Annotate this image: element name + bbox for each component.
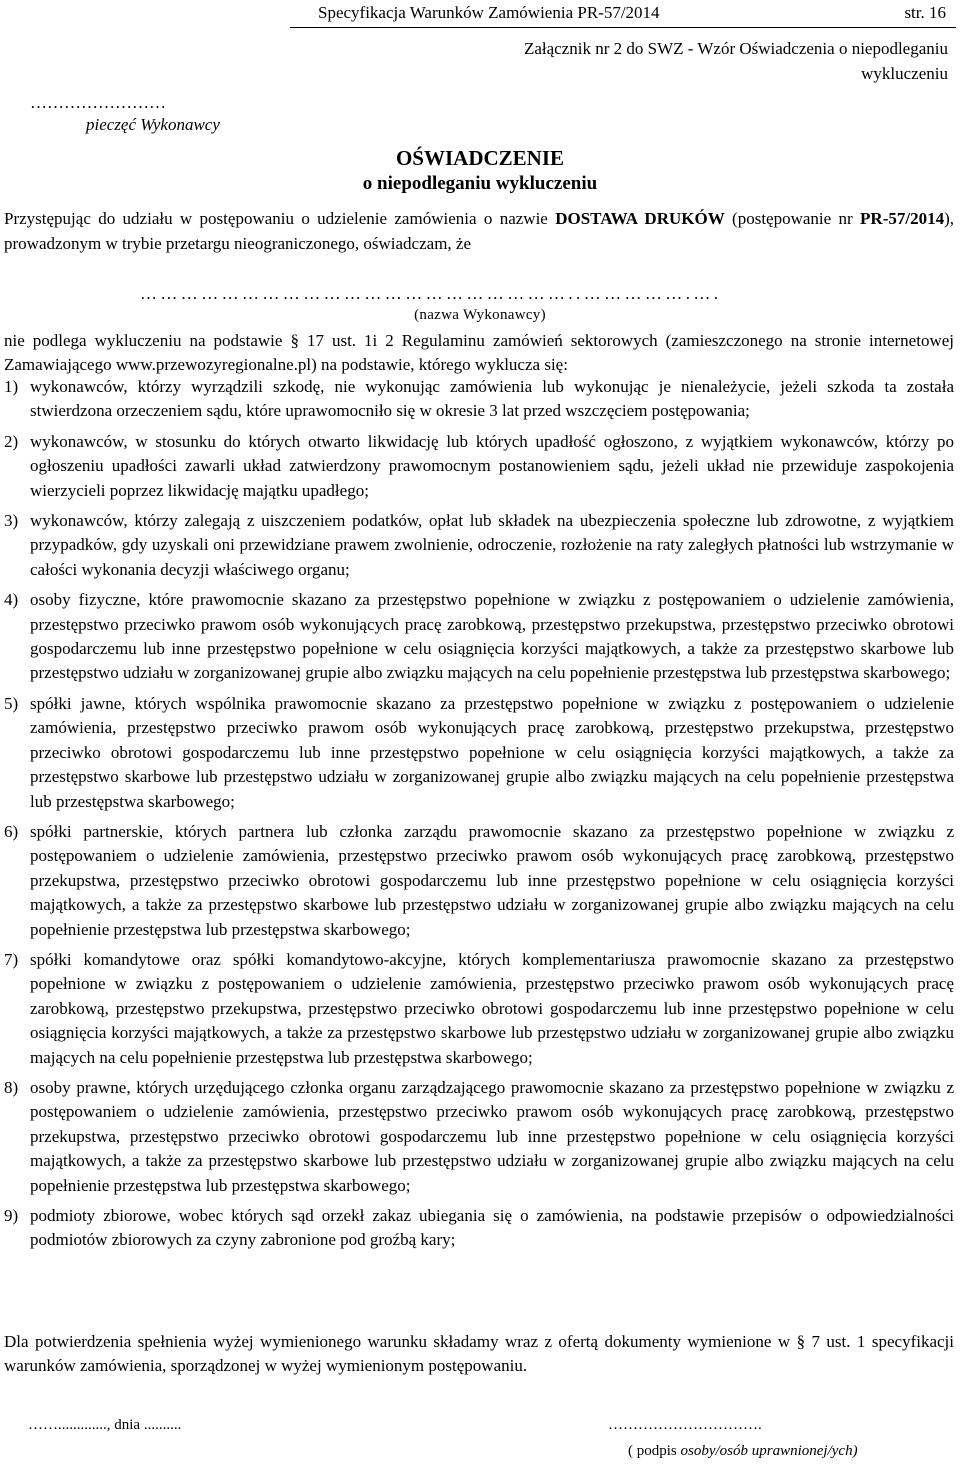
signature-label [628,1443,858,1460]
list-item-number: 6) [4,821,19,841]
list-item-text: wykonawców, którzy zalegają z uiszczeniem podatków, opłat lub składek na ubezpieczenia społeczne lub zdrowotne, z wyjątkiem przypadków, gdy uzyskali oni przewidziane prawem zwolnienie, odroczenie, rozłożenie na raty zaległych płatności lub wstrzymanie w całości wykonania decyzji właściwego organu; [30,511,954,579]
stamp-label: pieczęć Wykonawcy [86,115,220,134]
intro-paragraph [4,206,954,256]
list-item-number: 2) [4,431,19,451]
header-page-number: str. 16 [904,3,946,22]
intro-part-2: (postępowanie nr [724,209,861,228]
list-item-text: wykonawców, w stosunku do których otwarto likwidację lub których upadłość ogłoszono, z wyjątkiem wykonawców, którzy po ogłoszeniu upadłości zawarli układ zatwierdzony prawomocnym postanowieniem sądu, jeżeli układ nie przewiduje zaspokojenia wierzycieli poprzez likwidację majątku upadłego; [30,431,954,500]
list-item-text: spółki jawne, których wspólnika prawomocnie skazano za przestępstwo popełnione w związku z postępowaniem o udzielenie zamówienia, przestępstwo przeciwko prawom osób wykonujących pracę zarobkową, przestępstwo przekupstwa, przestępstwo przeciwko obrotowi gospodarczemu lub inne przestępstwo popełnione w celu osiągnięcia korzyści majątkowych, a także za przestępstwo skarbowe lub przestępstwo udziału w zorganizowanej grupie albo związku mających na celu popełnienie przestępstwa lub przestępstwa skarbowego; [30,693,954,811]
list-item [4,509,954,582]
contractor-name-field: ………………………………………………………..…………….…. [140,284,722,303]
intro-part-3: ), prowadzonym w trybie przetargu nieograniczonego, oświadczam, że [4,209,955,253]
signature-label-prefix: ( podpis [628,1443,681,1459]
intro-procurement-name: DOSTAWA DRUKÓW [555,209,725,228]
list-item-text: osoby fizyczne, które prawomocnie skazano za przestępstwo popełnione w związku z postępowaniem o udzielenie zamówienia, przestępstwo przeciwko prawom osób wykonujących pracę zarobkową, przestępstwo przekupstwa, przestępstwo przeciwko obrotowi gospodarczemu lub inne przestępstwo popełnione w celu osiągnięcia korzyści majątkowych, a także za przestępstwo skarbowe lub przestępstwo udziału w zorganizowanej grupie albo związku mających na celu popełnienie przestępstwa lub przestępstwa skarbowego; [30,590,954,683]
document-subtitle: o niepodleganiu wykluczeniu [362,173,598,194]
list-item-text: spółki komandytowe oraz spółki komandytowo-akcyjne, których komplementariusza prawomocnie skazano za przestępstwo popełnione w związku z postępowaniem o udzielenie zamówienia, przestępstwo przeciwko prawom osób wykonujących pracę zarobkową, przestępstwo przekupstwa, przestępstwo przeciwko obrotowi gospodarczemu lub inne przestępstwo popełnione w celu osiągnięcia korzyści majątkowych, a także za przestępstwo skarbowe lub przestępstwo udziału w zorganizowanej grupie albo związku mających na celu popełnienie przestępstwa lub przestępstwa skarbowego; [30,949,954,1067]
list-item-number: 3) [4,511,19,531]
signature-field: …………………………. [608,1417,762,1433]
list-item-text: wykonawców, którzy wyrządzili szkodę, nie wykonując zamówienia lub wykonując je nienależycie, jeżeli szkoda ta została stwierdzona orzeczeniem sądu, które uprawomocniło się w okresie 3 lat przed wszczęciem postępowania; [30,377,954,421]
list-item [4,588,954,686]
place-date-field: ……............., dnia .......... [28,1417,182,1433]
list-item-number: 9) [4,1206,19,1225]
list-item-text: podmioty zbiorowe, wobec których sąd orzekł zakaz ubiegania się o zamówienia, na podstawie przepisów o odpowiedzialności podmiotów zbiorowych za czyny zabronione pod groźbą kary; [30,1206,954,1250]
attachment-line-1: Załącznik nr 2 do SWZ - Wzór Oświadczenia o niepodleganiu [523,39,948,58]
list-item [4,430,954,503]
signature-label-italic: osoby/osób uprawnionej/ych) [680,1443,858,1459]
intro-part-1: Przystępując do udziału w postępowaniu o udzielenie zamówienia o nazwie [4,209,556,228]
exclusion-list [4,375,954,1259]
list-item [4,1204,954,1253]
list-item-number: 7) [4,949,19,969]
document-title: OŚWIADCZENIE [395,146,565,170]
attachment-label [428,36,948,86]
legal-basis-paragraph: nie podlega wykluczeniu na podstawie § 17 ust. 1i 2 Regulaminu zamówień sektorowych (zamieszczonego na stronie internetowej Zamawiającego www.przewozyregionalne.pl) na podstawie, którego wyklucza się: [4,331,954,374]
list-item [4,692,954,814]
closing-paragraph: Dla potwierdzenia spełnienia wyżej wymienionego warunku składamy wraz z ofertą dokumenty wymienione w § 7 ust. 1 specyfikacji warunków zamówienia, sporządzonej w wyżej wymienionym postępowaniu. [4,1332,954,1375]
attachment-line-2: wykluczeniu [861,64,948,83]
contractor-name-label: (nazwa Wykonawcy) [414,307,546,323]
intro-procurement-number: PR-57/2014 [860,209,945,228]
header-rule [290,27,956,28]
list-item [4,1076,954,1198]
list-item [4,948,954,1070]
stamp-dots: …………………… [30,93,166,112]
list-item-number: 8) [4,1077,19,1097]
list-item-number: 1) [4,377,19,396]
list-item-number: 5) [4,693,19,713]
list-item-number: 4) [4,590,19,610]
list-item [4,375,954,424]
list-item [4,820,954,942]
list-item-text: spółki partnerskie, których partnera lub członka zarządu prawomocnie skazano za przestępstwo popełnione w związku z postępowaniem o udzielenie zamówienia, przestępstwo przeciwko prawom osób wykonujących pracę zarobkową, przestępstwo przekupstwa, przestępstwo przeciwko obrotowi gospodarczemu lub inne przestępstwo popełnione w celu osiągnięcia korzyści majątkowych, a także za przestępstwo skarbowe lub przestępstwo udziału w zorganizowanej grupie albo związku mających na celu popełnienie przestępstwa lub przestępstwa skarbowego; [30,821,954,939]
header-spec-title: Specyfikacja Warunków Zamówienia PR-57/2014 [318,3,660,22]
list-item-text: osoby prawne, których urzędującego członka organu zarządzającego prawomocnie skazano za przestępstwo popełnione w związku z postępowaniem o udzielenie zamówienia, przestępstwo przeciwko prawom osób wykonujących pracę zarobkową, przestępstwo przekupstwa, przestępstwo przeciwko obrotowi gospodarczemu lub inne przestępstwo popełnione w celu osiągnięcia korzyści majątkowych, a także za przestępstwo skarbowe lub przestępstwo udziału w zorganizowanej grupie albo związku mających na celu popełnienie przestępstwa lub przestępstwa skarbowego; [30,1077,954,1195]
